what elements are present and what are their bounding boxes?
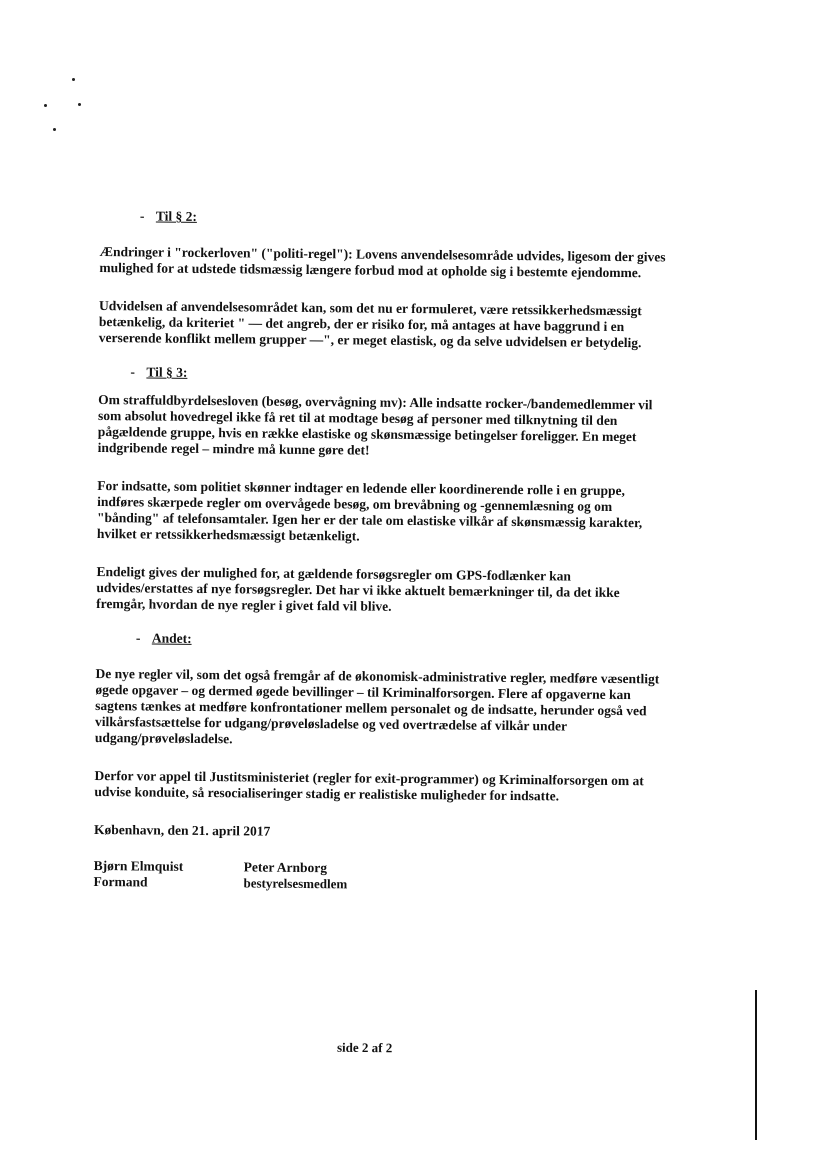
- scan-edge-line: [755, 990, 757, 1140]
- scan-speck: [44, 104, 47, 107]
- scan-speck: [53, 128, 56, 131]
- paragraph: Om straffuldbyrdelsesloven (besøg, overvågning mv): Alle indsatte rocker-/bandemedlemmer vil som absolut hovedregel ikke få ret til at modtage besøg af personer med tilknytning til den pågældende gruppe, hvis en række elastiske og skønsmæssige betingelser foreligger. En meget indgribende regel – mindre må kunne gøre det!: [97, 391, 653, 458]
- section-title: Andet:: [151, 630, 192, 646]
- place-date: København, den 21. april 2017: [93, 821, 271, 839]
- signer-2: [243, 859, 393, 892]
- paragraph: De nye regler vil, som det også fremgår af de økonomisk-administrative regler, medføre væsentligt øgede opgaver – og dermed øgede bevillinger – til Kriminalforsorgen. Flere af opgaverne kan sagtens tænkes at medføre konfrontationer mellem personalet og de indsatte, herunder også ved vilkårsfastsættelse for udgang/prøveløsladelse og ved overtrædelse af vilkår under udgang/prøveløsladelse.: [94, 665, 660, 747]
- section-title: Til § 2:: [155, 208, 198, 224]
- signer-1: [93, 858, 243, 891]
- section-heading-s2: - Til § 2:: [139, 208, 198, 224]
- section-heading-s3: - Til § 3:: [130, 364, 188, 380]
- scan-speck: [78, 103, 81, 106]
- letter-body: [93, 208, 672, 895]
- signer-name: Bjørn Elmquist: [93, 857, 184, 874]
- signer-role: bestyrelsesmedlem: [243, 875, 348, 892]
- scan-speck: [72, 78, 75, 81]
- paragraph: Endeligt gives der mulighed for, at gældende forsøgsregler om GPS-fodlænker kan udvides/erstattes af nye forsøgsregler. Det har vi ikke aktuelt bemærkninger til, da det ikke fremgår, hvordan de nye regler i givet fald vil blive.: [96, 563, 620, 614]
- section-heading-other: - Andet:: [135, 630, 192, 646]
- section-title: Til § 3:: [146, 364, 188, 380]
- paragraph: Derfor vor appel til Justitsministeriet (regler for exit-programmer) og Kriminalforsorgen om at udvise konduite, så resocialiseringer stadig er realistiske muligheder for indsatte.: [94, 767, 644, 804]
- page-number: side 2 af 2: [336, 1039, 393, 1056]
- paragraph: Ændringer i "rockerloven" ("politi-regel"): Lovens anvendelsesområde udvides, ligesom der gives mulighed for at udstede tidsmæssig længere forbud mod at opholde sig i bestemte ejendomme.: [99, 243, 666, 281]
- signer-role: Formand: [93, 873, 148, 890]
- signer-name: Peter Arnborg: [243, 859, 328, 876]
- paragraph: For indsatte, som politiet skønner indtager en ledende eller koordinerende rolle i en gruppe, indføres skærpede regler om overvågede besøg, om brevåbning og -gennemlæsning og om "bånding" af telefonsamtaler. Igen her er der tale om elastiske vilkår af skønsmæssig karakter, hvilket er retssikkerhedsmæssigt betænkeligt.: [96, 477, 643, 544]
- signature-block: [93, 858, 665, 895]
- paragraph: Udvidelsen af anvendelsesområdet kan, som det nu er formuleret, være retssikkerhedsmæssigt betænkelig, da kriteriet " — det angreb, der er risiko for, må antages at have baggrund i en verserende konflikt mellem grupper —", er meget elastisk, og da selve udvidelsen er betydelig.: [98, 297, 642, 351]
